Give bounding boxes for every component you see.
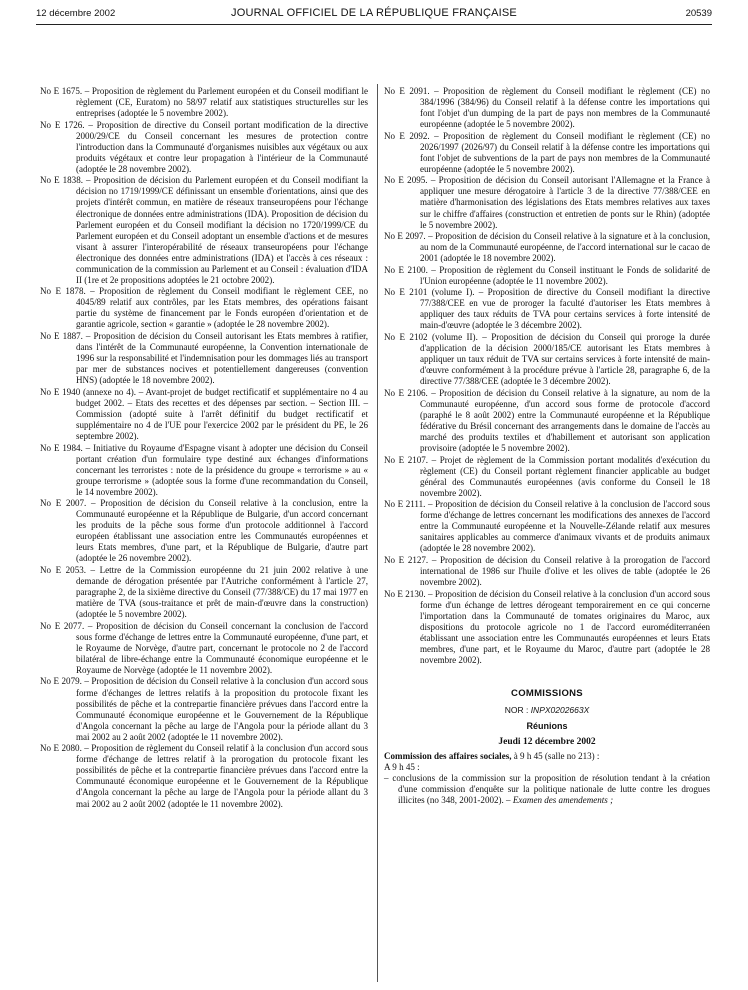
list-item: No E 2080. – Proposition de règlement du Conseil relatif à la conclusion d'un accord sous forme d'échange de lettres relatif à la prorogation du protocole fixant les possibilités de pêche et la contrepartie financière prévues dans l'accord entre la Communauté économique européenne et le Gouvernement de la République d'Angola concernant la pêche au large de l'Angola pour la période allant du 3 mai 2002 au 2 août 2002 (adoptée le 11 novembre 2002). bbox=[40, 743, 369, 809]
list-item: No E 2097. – Proposition de décision du Conseil relative à la signature et à la conclusion, au nom de la Communauté européenne, de l'accord international sur le cacao de 2001 (adoptée le 18 novembre 2002). bbox=[384, 231, 710, 264]
list-item: No E 1878. – Proposition de règlement du Conseil modifiant le règlement CEE, no 4045/89 relatif aux contrôles, par les Etats membres, des opérations faisant partie du système de financement par le Fonds européen d'orientation et de garantie agricole, section « garantie » (adoptée le 28 novembre 2002). bbox=[40, 286, 368, 330]
list-item: No E 2077. – Proposition de décision du Conseil concernant la conclusion de l'accord sous forme d'échange de lettres entre la Communauté européenne, d'une part, et le Royaume de Norvège, d'autre part, concernant le protocole no 2 de l'accord bilatéral de libre-échange entre la Communauté économique européenne et le Royaume de Norvège (adoptée le 11 novembre 2002). bbox=[40, 620, 369, 675]
list-item: No E 1726. – Proposition de directive du Conseil portant modification de la directive 2000/29/CE du Conseil concernant les mesures de protection contre l'introduction dans la Communauté d'organismes nuisibles aux végétaux ou aux produits végétaux et contre leur propagation à l'intérieur de la Communauté (adoptée le 28 novembre 2002). bbox=[40, 119, 368, 174]
list-item: No E 2092. – Proposition de règlement du Conseil modifiant le règlement (CE) no 2026/1997 (2026/97) du Conseil relatif à la défense contre les importations qui font l'objet de subventions de la part de pays non membres de la Communauté européenne (adoptée le 5 novembre 2002). bbox=[384, 130, 710, 174]
agenda-item: – conclusions de la commission sur la proposition de résolution tendant à la création d'une commission d'enquête sur la politique nationale de lutte contre les drogues illicites (no 348, 2001-2002). – Examen des amendements ; bbox=[384, 773, 710, 806]
left-column bbox=[40, 86, 368, 810]
list-item: No E 2111. – Proposition de décision du Conseil relative à la conclusion de l'accord sous forme d'échange de lettres concernant les modifications des annexes de l'accord entre la Communauté européenne et la Nouvelle-Zélande relatif aux mesures sanitaires applicables au commerce d'animaux vivants et de produits animaux (adoptée le 28 novembre 2002). bbox=[384, 499, 710, 554]
list-item: No E 2127. – Proposition de décision du Conseil relative à la prorogation de l'accord international de 1986 sur l'huile d'olive et les olives de table (adoptée le 26 novembre 2002). bbox=[384, 554, 710, 588]
list-item: No E 2095. – Proposition de décision du Conseil autorisant l'Allemagne et la France à appliquer une mesure dérogatoire à l'article 3 de la directive 77/388/CEE en matière d'harmonisation des législations des Etats membres relatives aux taxes sur le chiffre d'affaires (construction et entretien de ponts sur le Rhin) (adoptée le 5 novembre 2002). bbox=[384, 175, 710, 230]
section-title: COMMISSIONS bbox=[511, 687, 583, 699]
right-column bbox=[384, 86, 710, 806]
list-item: No E 1887. – Proposition de décision du Conseil autorisant les Etats membres à ratifier, dans l'intérêt de la Communauté européenne, la Convention internationale de 1996 sur la responsabilité et l'indemnisation pour les dommages liés au transport par mer de substances nocives et potentiellement dangereuses (convention HNS) (adoptée le 18 novembre 2002). bbox=[40, 331, 369, 386]
list-item: No E 1940 (annexe no 4). – Avant-projet de budget rectificatif et supplémentaire no 4 au budget 2002. – Etats des recettes et des dépenses par section. – Section III. – Commission (adopté suite à l'arrêt définitif du budget rectificatif et supplémentaire no 4 de l'UE pour l'exercice 2002 par le président du PE, le 26 septembre 2002). bbox=[40, 386, 368, 441]
page-header bbox=[36, 6, 712, 24]
header-rule bbox=[36, 24, 712, 25]
list-item: No E 2079. – Proposition de décision du Conseil relative à la conclusion d'un accord sous forme d'échanges de lettres relatifs à la proposition du protocole fixant les possibilités de pêche et la contrepartie financière prévues dans l'accord entre la Communauté économique européenne et le Gouvernement de la République d'Angola concernant la pêche au large de l'Angola pour la période allant du 3 mai 2002 au 2 août 2002 (adoptée le 11 novembre 2002). bbox=[40, 676, 368, 742]
list-item: No E 2053. – Lettre de la Commission européenne du 21 juin 2002 relative à une demande de dérogation présentée par l'Autriche conformément à l'article 27, paragraphe 2, de la sixième directive du Conseil (77/388/CE) du 17 mai 1977 en matière de TVA (sous-traitance et prêt de main-d'œuvre dans la construction) (adoptée le 5 novembre 2002). bbox=[40, 565, 368, 620]
list-item: No E 2102 (volume II). – Proposition de décision du Conseil qui proroge la durée d'application de la décision 2000/185/CE autorisant les Etats membres à appliquer un taux réduit de TVA sur certains services à forte intensité de main-d'œuvre conformément à la procédure prévue à l'article 28, paragraphe 6, de la directive 77/388/CEE (adoptée le 3 décembre 2002). bbox=[384, 332, 711, 387]
list-item: No E 2007. – Proposition de décision du Conseil relative à la conclusion, entre la Communauté européenne et la République de Bulgarie, d'un accord concernant les produits de la pêche sous forme d'un protocole additionnel à l'accord européen établissant une association entre les Communautés européennes et leurs Etats membres, d'une part, et la République de Bulgarie, d'autre part (adoptée le 26 novembre 2002). bbox=[40, 498, 368, 564]
meeting-date: Jeudi 12 décembre 2002 bbox=[498, 737, 596, 748]
subsection-title: Réunions bbox=[526, 721, 568, 732]
list-item: No E 2130. – Proposition de décision du Conseil relative à la conclusion d'un accord sous forme d'un échange de lettres dérogeant temporairement en ce qui concerne l'importation dans la Communauté de tomates originaires du Maroc, aux dispositions du protocole agricole no 1 de l'accord euroméditerranéen établissant une association entre les Communautés européennes et leurs Etats membres, d'une part, et le Royaume du Maroc, d'autre part (adoptée le 28 novembre 2002). bbox=[384, 588, 710, 665]
list-item: No E 1675. – Proposition de règlement du Parlement européen et du Conseil modifiant le règlement (CE, Euratom) no 58/97 relatif aux statistiques structurelles sur les entreprises (adoptée le 5 novembre 2002). bbox=[40, 86, 368, 119]
list-item: No E 2106. – Proposition de décision du Conseil relative à la signature, au nom de la Communauté européenne, d'un accord sous forme de protocole d'accord (paraphé le 8 août 2002) entre la Communauté européenne et la République fédérative du Brésil concernant des arrangements dans le domaine de l'accès au marché des produits textiles et d'habillement et autorisant son application provisoire (adoptée le 5 novembre 2002). bbox=[384, 387, 710, 453]
column-divider bbox=[377, 84, 378, 982]
list-item: No E 2091. – Proposition de règlement du Conseil modifiant le règlement (CE) no 384/1996 (384/96) du Conseil relatif à la défense contre les importations qui font l'objet d'un dumping de la part de pays non membres de la Communauté européenne (adoptée le 5 novembre 2002). bbox=[384, 86, 710, 130]
list-item: No E 2107. – Projet de règlement de la Commission portant modalités d'exécution du règlement (CE) du Conseil portant règlement financier applicable au budget général des Communautés européennes (avis conforme du Conseil le 18 novembre 2002). bbox=[384, 454, 710, 498]
list-item: No E 2100. – Proposition de règlement du Conseil instituant le Fonds de solidarité de l'Union européenne (adoptée le 11 novembre 2002). bbox=[384, 264, 710, 286]
nor-reference: NOR : INPX0202663X bbox=[504, 704, 590, 715]
list-item: No E 1838. – Proposition de décision du Parlement européen et du Conseil modifiant la décision no 1719/1999/CE définissant un ensemble d'orientations, ainsi que des projets d'intérêt commun, en matière de réseaux transeuropéens pour l'échange électronique de données entre administrations (IDA). Proposition de décision du Parlement européen et du Conseil modifiant la décision no 1720/1999/CE du Parlement européen et du Conseil adoptant un ensemble d'actions et de mesures visant à assurer l'interopérabilité de réseaux transeuropéens pour l'échange électronique des données entre administrations (IDA) et l'accès à ces réseaux : communication de la commission au Parlement et au Conseil : évaluation d'IDA II (1re et 2e propositions adoptées le 21 octobre 2002). bbox=[40, 175, 368, 285]
list-item: No E 1984. – Initiative du Royaume d'Espagne visant à adopter une décision du Conseil portant création d'un formulaire type destiné aux échanges d'informations concernant les terroristes : note de la présidence du groupe « terrorisme » au « groupe terrorisme » (adoptée sous la forme d'une recommandation du Conseil, le 14 novembre 2002). bbox=[40, 442, 369, 497]
journal-title: JOURNAL OFFICIEL DE LA RÉPUBLIQUE FRANÇAISE bbox=[231, 7, 517, 19]
committee-line: Commission des affaires sociales, à 9 h 45 (salle no 213) : bbox=[384, 751, 600, 762]
page-number: 20539 bbox=[685, 8, 712, 19]
header-date: 12 décembre 2002 bbox=[36, 8, 116, 19]
meeting-time: A 9 h 45 : bbox=[384, 762, 420, 773]
list-item: No E 2101 (volume I). – Proposition de directive du Conseil modifiant la directive 77/388/CEE en vue de proroger la faculté d'autoriser les Etats membres à appliquer des taux réduits de TVA pour certains services à forte intensité de main-d'œuvre (adoptée le 3 décembre 2002). bbox=[384, 287, 710, 331]
